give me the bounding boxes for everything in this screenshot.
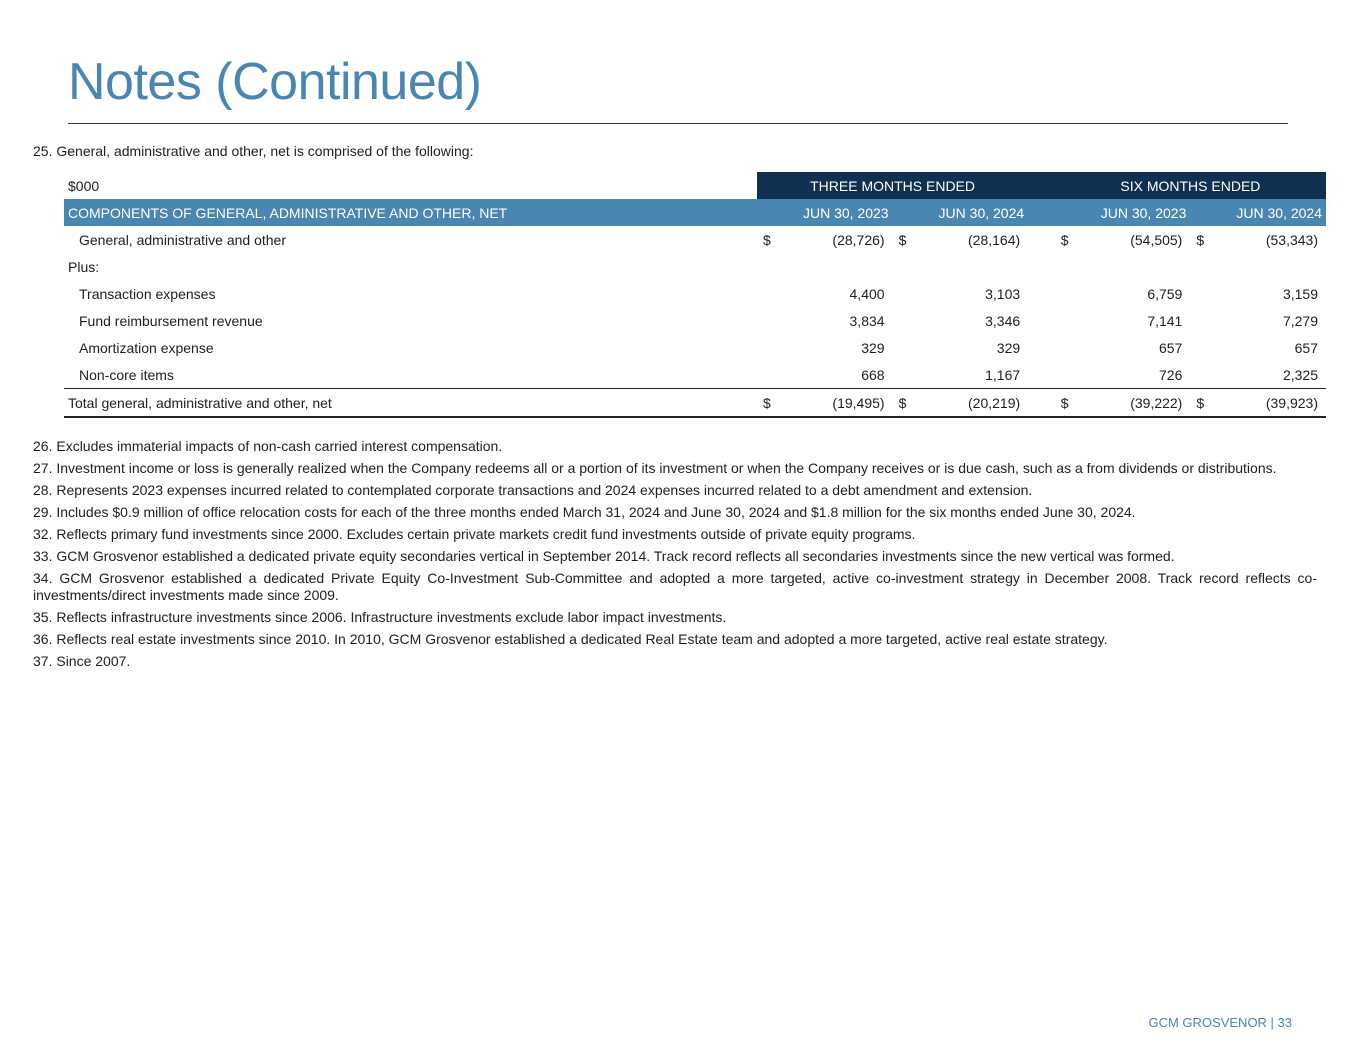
cell-value: 329 <box>996 339 1021 356</box>
footnotes <box>33 438 1317 675</box>
cell-value: 7,141 <box>1147 312 1183 329</box>
table-group-header-row <box>64 172 1326 199</box>
cell-value: 3,834 <box>849 312 885 329</box>
footnote-33: 33. GCM Grosvenor established a dedicated private equity secondaries vertical in September 2014. Track record reflects all secondaries investments since the new vertical was formed. <box>33 548 1175 564</box>
row-label: General, administrative and other <box>79 231 286 248</box>
col-header-1: JUN 30, 2023 <box>757 199 893 226</box>
title-divider <box>68 123 1288 124</box>
page-title: Notes (Continued) <box>68 53 482 111</box>
cell-value: 657 <box>1294 339 1318 356</box>
cell-value: (28,164) <box>968 231 1021 248</box>
currency-sign: $ <box>898 231 907 248</box>
section-header: COMPONENTS OF GENERAL, ADMINISTRATIVE AND OTHER, NET <box>64 199 757 226</box>
cell-value: 6,759 <box>1147 285 1183 302</box>
cell-value: (19,495) <box>788 389 892 418</box>
col-header-2: JUN 30, 2024 <box>893 199 1029 226</box>
currency-sign: $ <box>1055 389 1086 418</box>
six-months-header: SIX MONTHS ENDED <box>1055 172 1326 199</box>
table-row <box>64 307 1326 334</box>
cell-value: 329 <box>861 339 885 356</box>
currency-sign: $ <box>1196 231 1205 248</box>
table-row <box>64 226 1326 253</box>
ga-components-table <box>64 172 1326 418</box>
footnote-32: 32. Reflects primary fund investments since 2000. Excludes certain private markets credit fund investments outside of private equity programs. <box>33 526 916 542</box>
footnote-37: 37. Since 2007. <box>33 653 131 669</box>
footnote-35: 35. Reflects infrastructure investments since 2006. Infrastructure investments exclude labor impact investments. <box>33 609 727 625</box>
row-label: Non-core items <box>79 366 174 383</box>
footnote-27: 27. Investment income or loss is generally realized when the Company redeems all or a portion of its investment or when the Company receives or is due cash, such as a from dividends or distributions. <box>33 460 1277 476</box>
header-gap <box>1028 172 1055 199</box>
currency-sign: $ <box>893 389 924 418</box>
unit-label: $000 <box>68 177 100 194</box>
footnote-36: 36. Reflects real estate investments since 2010. In 2010, GCM Grosvenor established a dedicated Real Estate team and adopted a more targeted, active real estate strategy. <box>33 631 1108 647</box>
header-gap-2 <box>1028 199 1055 226</box>
cell-value: (20,219) <box>924 389 1028 418</box>
cell-value: 3,346 <box>985 312 1021 329</box>
table-column-header-row <box>64 199 1326 226</box>
footnote-29: 29. Includes $0.9 million of office relocation costs for each of the three months ended March 31, 2024 and June 30, 2024 and $1.8 million for the six months ended June 30, 2024. <box>33 504 1136 520</box>
cell-value: 4,400 <box>849 285 885 302</box>
row-label: Fund reimbursement revenue <box>79 312 263 329</box>
row-label: Transaction expenses <box>79 285 216 302</box>
note-25-intro: 25. General, administrative and other, net is comprised of the following: <box>33 143 474 159</box>
cell-value: 668 <box>861 366 885 383</box>
currency-sign: $ <box>1060 231 1069 248</box>
currency-sign: $ <box>1190 389 1221 418</box>
col-header-3: JUN 30, 2023 <box>1055 199 1191 226</box>
cell-value: 657 <box>1159 339 1183 356</box>
cell-value: 726 <box>1159 366 1183 383</box>
table-row <box>64 280 1326 307</box>
cell-value: 3,103 <box>985 285 1021 302</box>
cell-value: (28,726) <box>832 231 885 248</box>
currency-sign: $ <box>757 389 788 418</box>
table-row <box>64 334 1326 361</box>
footnote-26: 26. Excludes immaterial impacts of non-cash carried interest compensation. <box>33 438 503 454</box>
cell-value: (39,923) <box>1222 389 1326 418</box>
cell-value: 2,325 <box>1282 366 1318 383</box>
cell-value: (53,343) <box>1265 231 1318 248</box>
footnote-28: 28. Represents 2023 expenses incurred related to contemplated corporate transactions and 2024 expenses incurred related to a debt amendment and extension. <box>33 482 1033 498</box>
cell-value: 7,279 <box>1282 312 1318 329</box>
cell-value: 1,167 <box>985 366 1021 383</box>
footnote-34: 34. GCM Grosvenor established a dedicated Private Equity Co-Investment Sub-Committee and adopted a more targeted, active co-investment strategy in December 2008. Track record reflects co-investments/direct investments made since 2009. <box>33 570 1317 603</box>
row-label: Plus: <box>68 258 100 275</box>
table-row <box>64 253 1326 280</box>
three-months-header: THREE MONTHS ENDED <box>757 172 1028 199</box>
col-header-4: JUN 30, 2024 <box>1190 199 1326 226</box>
cell-value: (54,505) <box>1130 231 1183 248</box>
currency-sign: $ <box>762 231 771 248</box>
page-footer: GCM GROSVENOR | 33 <box>1148 1015 1292 1030</box>
table-row <box>64 361 1326 389</box>
row-label: Amortization expense <box>79 339 214 356</box>
cell-value: (39,222) <box>1086 389 1190 418</box>
table-total-row <box>64 389 1326 418</box>
cell-value: 3,159 <box>1282 285 1318 302</box>
row-label: Total general, administrative and other, net <box>64 389 757 418</box>
